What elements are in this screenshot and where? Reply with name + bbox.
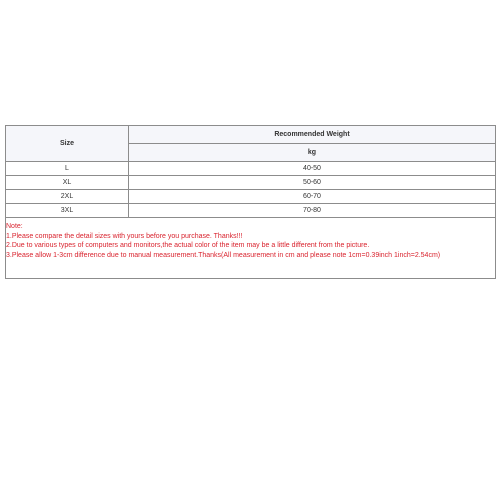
weight-unit-header: kg xyxy=(129,144,496,162)
weight-cell: 70-80 xyxy=(129,204,496,218)
size-cell: 2XL xyxy=(6,190,129,204)
notes-cell xyxy=(6,218,496,279)
weight-cell: 50-60 xyxy=(129,176,496,190)
size-chart-table xyxy=(5,125,496,279)
table-row xyxy=(6,176,496,190)
notes-row xyxy=(6,218,496,279)
size-cell: L xyxy=(6,162,129,176)
note-line-3: 3.Please allow 1-3cm difference due to manual measurement.Thanks(All measurement in cm and please note 1cm=0.39inch 1inch=2.54cm) xyxy=(6,251,441,259)
note-line-1: 1.Please compare the detail sizes with yours before you purchase. Thanks!!! xyxy=(6,232,243,240)
table-row xyxy=(6,190,496,204)
note-line-2: 2.Due to various types of computers and monitors,the actual color of the item may be a little different from the picture. xyxy=(6,242,370,250)
weight-cell: 40-50 xyxy=(129,162,496,176)
size-cell: 3XL xyxy=(6,204,129,218)
weight-column-header: Recommended Weight xyxy=(129,126,496,144)
weight-cell: 60-70 xyxy=(129,190,496,204)
table-row xyxy=(6,204,496,218)
note-title: Note: xyxy=(6,223,23,230)
size-column-header: Size xyxy=(6,126,129,162)
table-header-row xyxy=(6,126,496,144)
table-row xyxy=(6,162,496,176)
size-cell: XL xyxy=(6,176,129,190)
